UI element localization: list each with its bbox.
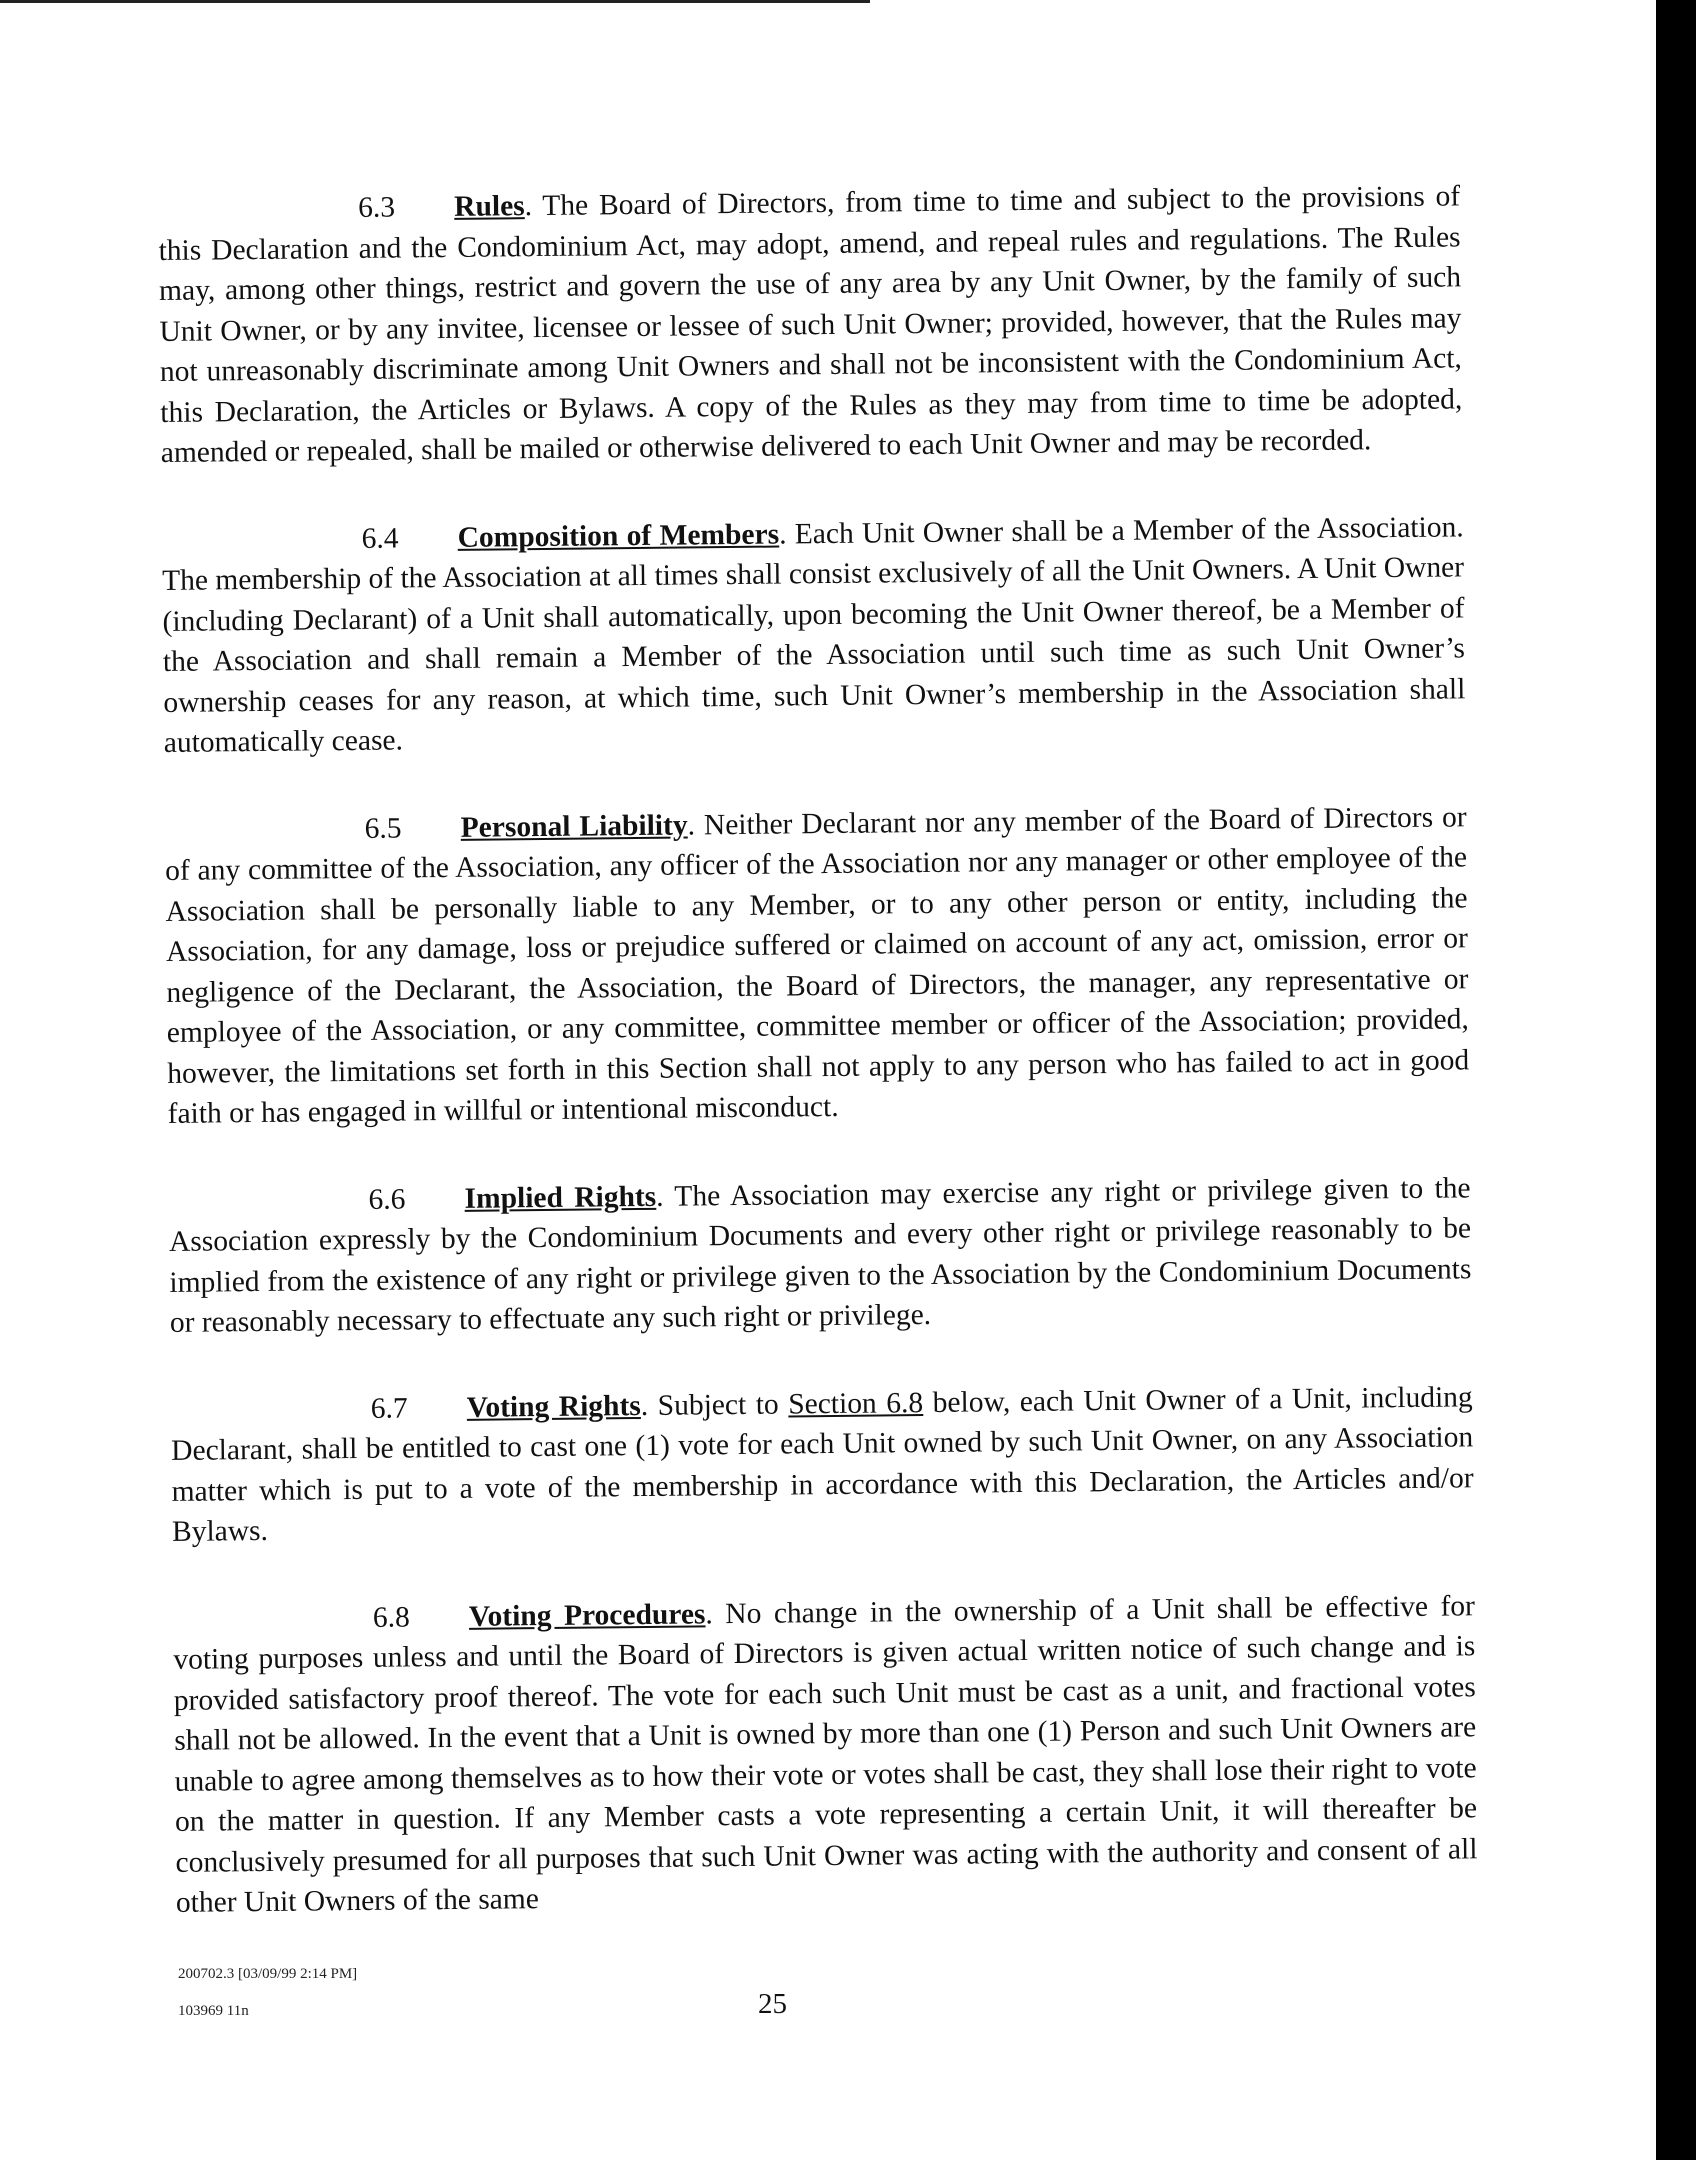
section-body-lead: . Subject to — [640, 1387, 789, 1422]
section-body: . Each Unit Owner shall be a Member of the Association. The membership of the Association at all times shall consist exclusively of all the Unit Owners. A Unit Owner (including Declarant) of a Unit shall automatically, upon becoming the Unit Owner thereof, be a Member of the Association and shall remain a Member of the Association until such time as such Unit Owner’s ownership ceases for any reason, at which time, such Unit Owner’s membership in the Association shall automatically cease. — [161, 510, 1466, 759]
section-6-7 — [171, 1377, 1475, 1553]
section-6-6 — [168, 1168, 1472, 1344]
section-body: . The Board of Directors, from time to time and subject to the provisions of this Declaration and the Condominium Act, may adopt, amend, and repeal rules and regulations. The Rules may, among other things, restrict and govern the use of any area by any Unit Owner, by the family of such Unit Owner, or by any invitee, licensee or lessee of such Unit Owner; provided, however, that the Rules may not unreasonably discriminate among Unit Owners and shall not be inconsistent with the Condominium Act, this Declaration, the Articles or Bylaws. A copy of the Rules as they may from time to time be adopted, amended or repealed, shall be mailed or otherwise delivered to each Unit Owner and may be recorded. — [158, 180, 1463, 469]
section-paragraph — [168, 1168, 1472, 1344]
section-paragraph — [158, 176, 1463, 473]
section-body: . Neither Declarant nor any member of the Board of Directors or of any committee of the Association, any officer of the Association nor any manager or other employee of the Association shall be personally liable to any Member, or to any other person or entity, including the Association, for any damage, loss or prejudice suffered or claimed on account of any act, omission, error or negligence of the Declarant, the Association, the Board of Directors, the manager, any representative or employee of the Association, or any committee, committee member or officer of the Association; provided, however, the limitations set forth in this Section shall not apply to any person who has failed to act in good faith or has engaged in willful or intentional misconduct. — [164, 800, 1470, 1130]
section-paragraph — [173, 1586, 1478, 1924]
section-number: 6.3 — [358, 191, 396, 224]
section-title: Composition of Members — [457, 518, 780, 554]
section-body: . No change in the ownership of a Unit shall be effective for voting purposes unless and until the Board of Directors is given actual written notice of such change and is provided satisfactory proof thereof. The vote for each such Unit must be cast as a unit, and fractional votes shall not be allowed. In the event that a Unit is owned by more than one (1) Person and such Unit Owners are unable to agree among themselves as to how their vote or votes shall be cast, they shall lose their right to vote on the matter in question. If any Member casts a vote representing a certain Unit, it will thereafter be conclusively presumed for all purposes that such Unit Owner was acting with the authority and consent of all other Unit Owners of the same — [173, 1589, 1478, 1919]
section-paragraph — [171, 1377, 1475, 1553]
page-number: 25 — [758, 1988, 787, 2020]
section-number: 6.7 — [370, 1391, 408, 1425]
section-6-3 — [158, 176, 1463, 473]
section-number: 6.4 — [361, 522, 399, 555]
section-body: . The Association may exercise any right or privilege given to the Association expressly by the Condominium Documents and every other right or privilege reasonably to be implied from the existence of any right or privilege given to the Association by the Condominium Documents or reasonably necessary to effectuate any such right or privilege. — [168, 1171, 1472, 1339]
scan-edge-border — [1656, 0, 1696, 2160]
section-paragraph — [161, 507, 1465, 764]
footer-document-code: 200702.3 [03/09/99 2:14 PM] — [178, 1966, 358, 1982]
section-title: Voting Procedures — [468, 1597, 706, 1633]
section-6-8 — [173, 1586, 1478, 1924]
section-body: below, each Unit Owner of a Unit, including Declarant, shall be entitled to cast one (1) vote for each Unit owned by such Unit Owner, on any Association matter which is put to a vote of the membership in accordance with this Declaration, the Articles and/or Bylaws. — [171, 1380, 1474, 1548]
section-title: Implied Rights — [464, 1180, 657, 1215]
section-cross-reference: Section 6.8 — [788, 1386, 924, 1420]
top-scan-rule — [0, 0, 870, 3]
section-number: 6.6 — [368, 1182, 406, 1216]
document-page — [158, 176, 1479, 1970]
section-title: Voting Rights — [466, 1389, 641, 1424]
section-number: 6.5 — [364, 811, 402, 845]
section-6-4 — [161, 507, 1465, 764]
section-paragraph — [164, 797, 1469, 1135]
section-title: Rules — [454, 190, 525, 223]
footer-file-code: 103969 11n — [178, 2003, 249, 2019]
section-6-5 — [164, 797, 1469, 1135]
section-title: Personal Liability — [460, 808, 688, 844]
section-number: 6.8 — [372, 1600, 410, 1634]
